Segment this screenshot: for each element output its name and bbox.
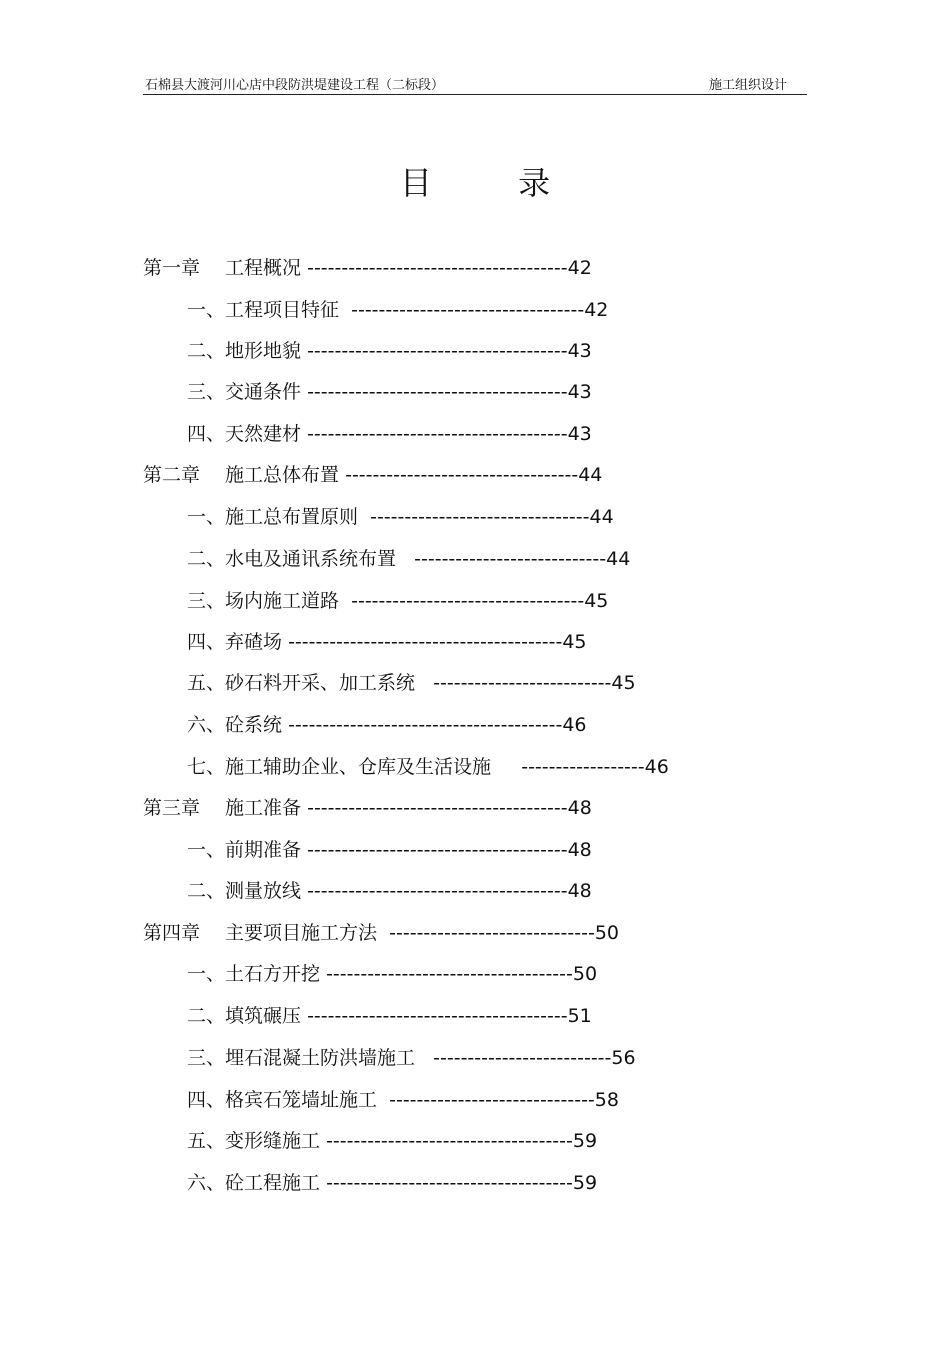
toc-entry-text: 一、工程项目特征 (187, 299, 340, 321)
toc-page-number: 48 (567, 880, 592, 902)
toc-page-number: 59 (572, 1130, 598, 1152)
toc-section[interactable] (187, 417, 592, 451)
toc-leader: ------------------------------------ (326, 1172, 573, 1194)
toc-page-number: 45 (562, 631, 587, 653)
toc-entry-text: 二、地形地貌 (187, 340, 302, 362)
toc-leader: -------------------------------- (370, 506, 590, 528)
toc-section[interactable] (187, 1166, 597, 1200)
toc-chapter-3[interactable] (143, 791, 592, 825)
toc-page-number: 45 (584, 590, 609, 612)
toc-entry-text: 四、格宾石笼墙址施工 (187, 1089, 378, 1111)
toc-page-number: 43 (567, 340, 592, 362)
toc-page-number: 48 (567, 797, 592, 819)
toc-leader: ------------------ (521, 756, 645, 778)
toc-chapter-2[interactable] (143, 458, 602, 492)
page-header (143, 70, 807, 95)
toc-entry-text: 二、测量放线 (187, 880, 302, 902)
toc-chapter-4[interactable] (143, 916, 619, 950)
toc-leader: -------------------------- (433, 672, 612, 694)
toc-leader: ---------------------------- (414, 548, 607, 570)
toc-entry-text: 六、砼系统 (187, 714, 283, 736)
toc-page-number: 44 (589, 506, 614, 528)
toc-page-number: 43 (567, 423, 592, 445)
toc-entry-text: 七、施工辅助企业、仓库及生活设施 (187, 756, 492, 778)
toc-section[interactable] (187, 874, 592, 908)
toc-page-number: 46 (562, 714, 587, 736)
toc-entry-text: 二、水电及通讯系统布置 (187, 548, 397, 570)
toc-section[interactable] (187, 999, 592, 1033)
toc-section[interactable] (187, 1083, 619, 1117)
toc-page-number: 45 (611, 672, 636, 694)
toc-leader: -------------------------------------- (307, 257, 568, 279)
toc-entry-text: 四、弃碴场 (187, 631, 283, 653)
toc-page-number: 56 (611, 1047, 636, 1069)
toc-section[interactable] (187, 957, 597, 991)
toc-leader: -------------------------------------- (307, 880, 568, 902)
toc-entry-text: 三、埋石混凝土防洪墙施工 (187, 1047, 416, 1069)
toc-entry-text: 二、填筑碾压 (187, 1005, 302, 1027)
toc-leader: ------------------------------------ (326, 963, 573, 985)
toc-section[interactable] (187, 625, 587, 659)
toc-leader: ------------------------------------ (326, 1130, 573, 1152)
toc-entry-text: 五、砂石料开采、加工系统 (187, 672, 416, 694)
toc-entry-text: 六、砼工程施工 (187, 1172, 321, 1194)
toc-entry-text: 一、土石方开挖 (187, 963, 321, 985)
toc-leader: -------------------------- (433, 1047, 612, 1069)
toc-entry-text: 五、变形缝施工 (187, 1130, 321, 1152)
toc-entry-text: 第三章 施工准备 (143, 797, 302, 819)
toc-leader: -------------------------------------- (307, 797, 568, 819)
toc-page-number: 44 (606, 548, 631, 570)
toc-page-number: 44 (578, 464, 603, 486)
toc-section[interactable] (187, 750, 669, 784)
toc-section[interactable] (187, 293, 608, 327)
toc-leader: ---------------------------------------- (288, 714, 563, 736)
toc-entry-text: 三、交通条件 (187, 381, 302, 403)
toc-entry-text: 第四章 主要项目施工方法 (143, 922, 378, 944)
toc-leader: ---------------------------------- (345, 464, 579, 486)
toc-page-number: 58 (594, 1089, 619, 1111)
toc-page-number: 42 (567, 257, 592, 279)
toc-leader: ------------------------------ (389, 922, 595, 944)
toc-leader: ---------------------------------- (351, 299, 585, 321)
header-project-name: 石棉县大渡河川心店中段防洪堤建设工程（二标段） (145, 78, 445, 93)
toc-section[interactable] (187, 1124, 597, 1158)
toc-section[interactable] (187, 708, 587, 742)
toc-entry-text: 四、天然建材 (187, 423, 302, 445)
toc-page-number: 51 (567, 1005, 592, 1027)
toc-page-number: 50 (594, 922, 620, 944)
toc-leader: -------------------------------------- (307, 839, 568, 861)
page-title: 目 录 (399, 164, 589, 202)
toc-entry-text: 一、前期准备 (187, 839, 302, 861)
toc-leader: ---------------------------------------- (288, 631, 563, 653)
toc-page-number: 42 (584, 299, 609, 321)
toc-leader: -------------------------------------- (307, 381, 568, 403)
toc-page-number: 59 (572, 1172, 598, 1194)
toc-section[interactable] (187, 1041, 636, 1075)
toc-section[interactable] (187, 666, 636, 700)
toc-page-number: 46 (644, 756, 669, 778)
toc-section[interactable] (187, 542, 630, 576)
toc-entry-text: 第一章 工程概况 (143, 257, 302, 279)
toc-section[interactable] (187, 833, 592, 867)
toc-chapter-1[interactable] (143, 251, 592, 285)
toc-entry-text: 一、施工总布置原则 (187, 506, 359, 528)
toc-section[interactable] (187, 334, 592, 368)
toc-page-number: 43 (567, 381, 592, 403)
toc-leader: -------------------------------------- (307, 423, 568, 445)
toc-leader: ------------------------------ (389, 1089, 595, 1111)
toc-entry-text: 第二章 施工总体布置 (143, 464, 340, 486)
toc-section[interactable] (187, 500, 614, 534)
toc-section[interactable] (187, 584, 608, 618)
toc-leader: -------------------------------------- (307, 340, 568, 362)
toc-page-number: 48 (567, 839, 592, 861)
header-document-type: 施工组织设计 (708, 78, 787, 93)
toc-leader: ---------------------------------- (351, 590, 585, 612)
toc-entry-text: 三、场内施工道路 (187, 590, 340, 612)
toc-leader: -------------------------------------- (307, 1005, 568, 1027)
toc-section[interactable] (187, 375, 592, 409)
toc-page-number: 50 (572, 963, 598, 985)
